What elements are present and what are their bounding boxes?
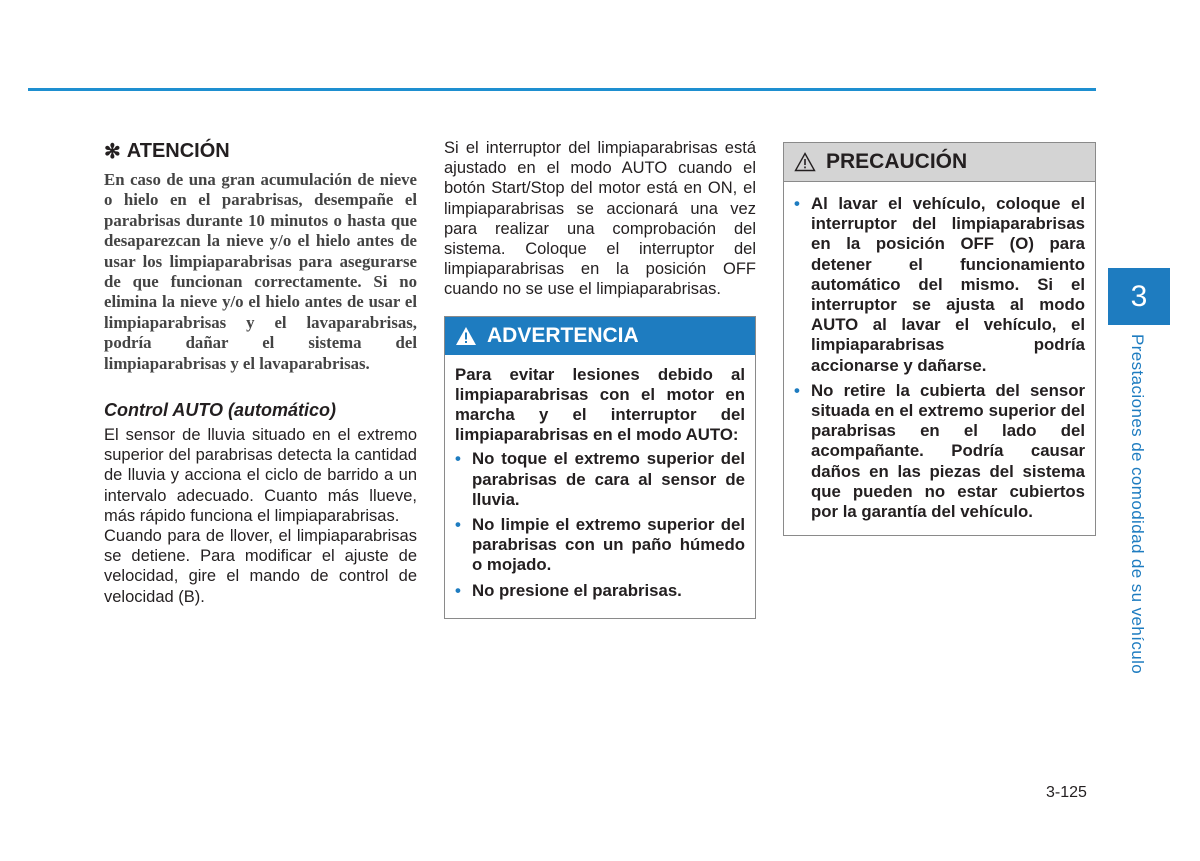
body-paragraph: Si el interruptor del limpiaparabrisas está ajustado en el modo AUTO cuando el botón Start/Stop del motor está en ON, el limpiaparabrisas se accionará una vez para realizar una comprobación del sistema. Coloque el interruptor del limpiaparabrisas en la posición OFF cuando no se use el limpiaparabrisas.	[444, 139, 756, 299]
caution-title: PRECAUCIÓN	[826, 150, 968, 173]
warning-triangle-icon	[455, 326, 477, 346]
attention-title: ATENCIÓN	[126, 139, 230, 162]
list-item: • No presione el parabrisas.	[455, 580, 682, 600]
warning-intro: Para evitar lesiones debido al limpiaparabrisas con el motor en marcha y el interruptor del limpiaparabrisas en el modo AUTO:	[455, 364, 745, 445]
asterisk-icon: ✻	[104, 140, 121, 163]
column-right	[783, 138, 1096, 536]
bullet-icon: •	[455, 515, 461, 535]
attention-text: En caso de una gran acumulación de nieve o hielo en el parabrisas, desempañe el parabrisas durante 10 minutos o hasta que desaparezcan la nieve y/o el hielo antes de usar los limpiaparabrisas para asegurarse de que funcionan correctamente. Si no elimina la nieve y/o el hielo antes de usar el limpiaparabrisas y el lavaparabrisas, podría dañar el sistema del limpiaparabrisas y el lavaparabrisas.	[104, 170, 417, 373]
body-paragraph: Cuando para de llover, el limpiaparabrisas se detiene. Para modificar el ajuste de velocidad, gire el mando de control de velocidad (B).	[104, 527, 417, 606]
caution-triangle-icon	[794, 152, 816, 172]
caution-list	[794, 194, 1085, 522]
list-item: • No retire la cubierta del sensor situada en el extremo superior del parabrisas en el lado del acompañante. Podría causar daños en las piezas del sistema que pueden no estar cubiertos por la garantía del vehículo.	[794, 380, 1085, 522]
attention-heading	[104, 138, 417, 164]
list-item: • No toque el extremo superior del parabrisas de cara al sensor de lluvia.	[455, 449, 745, 509]
chapter-title: Prestaciones de comodidad de su vehículo	[1128, 334, 1147, 675]
column-middle	[444, 138, 756, 619]
list-item: • No limpie el extremo superior del parabrisas con un paño húmedo o mojado.	[455, 515, 745, 575]
list-item: • Al lavar el vehículo, coloque el interruptor del limpiaparabrisas en la posición OFF (O) para detener el funcionamiento automático del mismo. Si el interruptor se ajusta al modo AUTO al lavar el vehículo, el limpiaparabrisas podría accionarse y dañarse.	[794, 194, 1085, 375]
header-rule	[28, 88, 1096, 91]
caution-box	[783, 142, 1096, 536]
caution-body	[784, 182, 1095, 535]
chapter-tab: 3	[1108, 268, 1170, 325]
bullet-icon: •	[794, 380, 800, 400]
body-paragraph: El sensor de lluvia situado en el extremo superior del parabrisas detecta la cantidad de lluvia y acciona el ciclo de barrido a un intervalo adecuado. Cuanto más llueve, más rápido funciona el limpiaparabrisas.	[104, 426, 417, 525]
section-subheading: Control AUTO (automático)	[104, 400, 336, 421]
warning-title: ADVERTENCIA	[487, 323, 639, 347]
warning-box	[444, 316, 756, 619]
warning-header	[445, 317, 755, 355]
warning-body	[445, 355, 755, 618]
warning-list	[455, 449, 745, 600]
column-left	[104, 138, 417, 607]
bullet-icon: •	[794, 194, 800, 213]
page-number: 3-125	[1046, 784, 1087, 801]
bullet-icon: •	[455, 580, 461, 600]
bullet-icon: •	[455, 449, 461, 469]
caution-header	[784, 143, 1095, 182]
